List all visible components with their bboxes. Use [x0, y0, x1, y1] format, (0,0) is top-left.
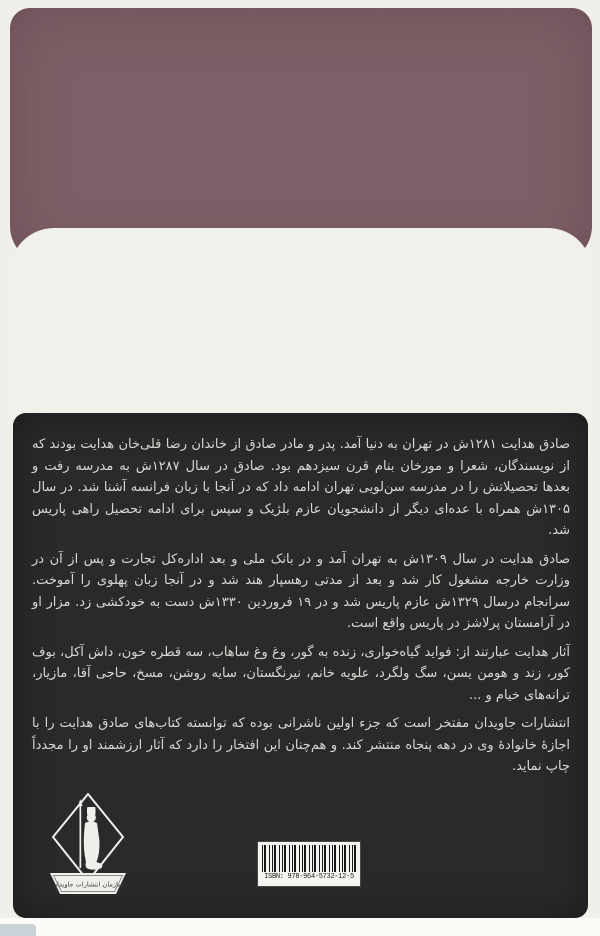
publisher-banner-text: سازمان انتشارات جاویدان — [52, 880, 124, 889]
cover-top-color-panel — [10, 8, 592, 264]
barcode-bars — [262, 845, 356, 872]
bottom-left-shadow — [0, 924, 36, 936]
cover-bottom-edge — [0, 918, 600, 936]
publisher-logo — [46, 793, 130, 899]
bio-paragraph-career: صادق هدایت در سال ۱۳۰۹ش به تهران آمد و در بانک ملی و بعد اداره‌کل تجارت و پس از آن در وزارت خارجه مشغول کار شد و بعد از مدتی رهسپار هند شد و در آنجا زبان پهلوی را آموخت. سرانجام درسال ۱۳۲۹ش عازم پاریس شد و در ۱۹ فروردین ۱۳۳۰ش دست به خودکشی زد. مزار او در آرامستان پرلاشز در پاریس واقع است. — [32, 551, 570, 631]
isbn-barcode — [258, 842, 360, 886]
bio-panel — [13, 413, 588, 918]
javidan-logo-icon — [46, 793, 130, 899]
bio-paragraph-works: آثار هدایت عبارتند از: فواید گیاه‌خواری، زنده به گور، وغ وغ ساهاب، سه قطره خون، داش آکل، بوف کور، زند و هومن یسن، سگ ولگرد، علویه خانم، نیرنگستان، سایه روشن، مسخ، حاجی آقا، مازیار، ترانه‌های خیام و ... — [32, 644, 570, 703]
bio-text-block — [32, 434, 570, 785]
bio-paragraph-birth: صادق هدایت ۱۲۸۱ش در تهران به دنیا آمد. پدر و مادر صادق از خاندان رضا قلی‌خان هدایت بودند که از نویسندگان، شعرا و مورخان بنام قرن سیزدهم بود. صادق در سال ۱۲۸۷ش به مدرسه رفت و بعدها تحصیلاتش را در مدرسه سن‌لویی تهران ادامه داد که در آنجا با زبان فرانسه آشنا شد. در سال ۱۳۰۵ش همراه با عده‌ای دیگر از دانشجویان عازم بلژیک و سپس برای ادامه تحصیل راهی پاریس شد. — [32, 437, 570, 538]
isbn-text: ISBN: 978-964-5732-12-5 — [264, 873, 354, 881]
cover-middle-paper-panel — [10, 228, 592, 428]
bio-paragraph-publisher-note: انتشارات جاویدان مفتخر است که جزء اولین ناشرانی بوده که توانسته کتاب‌های صادق هدایت را با اجازهٔ خانوادهٔ وی در دهه پنجاه منتشر کند. و هم‌چنان این افتخار را دارد که آثار ارزشمند او را مجدداً چاپ نماید. — [32, 716, 570, 774]
